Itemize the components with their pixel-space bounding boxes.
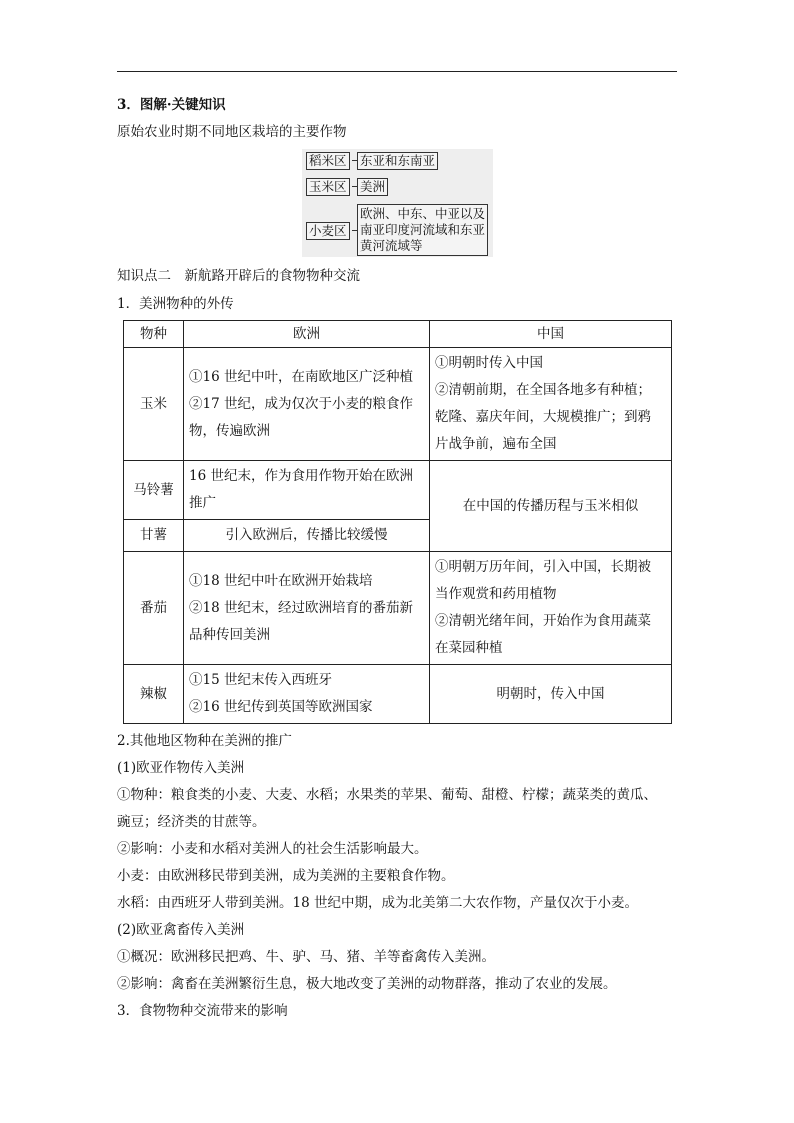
knowledge-point-2: 知识点二 新航路开辟后的食物物种交流 [117, 268, 360, 284]
cell-line: ①明朝万历年间，引入中国，长期被 [435, 559, 651, 575]
diagram-crops-rice: 东亚和东南亚 [357, 152, 438, 170]
header-rule [117, 71, 677, 72]
paragraph: 水稻：由西班牙人带到美洲。18 世纪中期，成为北美第二大农作物，产量仅次于小麦。 [117, 895, 638, 911]
paragraph: ②影响：禽畜在美洲繁衍生息，极大地改变了美洲的动物群落，推动了农业的发展。 [117, 976, 617, 992]
paragraph: (1)欧亚作物传入美洲 [117, 760, 245, 776]
diagram-region-rice: 稻米区 [306, 152, 350, 170]
europe-cell [184, 461, 430, 520]
cell-line: 当作观赏和药用植物 [435, 586, 557, 602]
species-name: 甘薯 [124, 520, 184, 552]
diagram-crops-wheat-line: 南亚印度河流域和东亚 [360, 222, 486, 237]
europe-cell: 引入欧洲后，传播比较缓慢 [184, 520, 430, 552]
paragraph: 豌豆；经济类的甘蔗等。 [117, 814, 266, 830]
diagram-crops-wheat-line: 黄河流域等 [360, 238, 423, 253]
diagram-region-wheat: 小麦区 [306, 222, 350, 240]
cell-line: 在菜园种植 [435, 640, 503, 656]
diagram-crops-corn: 美洲 [357, 178, 388, 196]
cell-line: ②清朝前期，在全国各地多有种植； [435, 382, 651, 398]
paragraph: ①物种：粮食类的小麦、大麦、水稻；水果类的苹果、葡萄、甜橙、柠檬；蔬菜类的黄瓜、 [117, 787, 657, 803]
diagram-crops-wheat-line: 欧洲、中东、中亚以及 [360, 206, 486, 221]
paragraph: ②影响：小麦和水稻对美洲人的社会生活影响最大。 [117, 841, 428, 857]
cell-line: ②16 世纪传到英国等欧洲国家 [189, 699, 373, 715]
diagram-region-corn: 玉米区 [306, 178, 350, 196]
diagram-intro: 原始农业时期不同地区栽培的主要作物 [117, 124, 347, 140]
cell-line: ①15 世纪末传入西班牙 [189, 672, 332, 688]
species-name: 辣椒 [124, 665, 184, 724]
cell-line: 推广 [189, 495, 216, 511]
table-header: 中国 [430, 321, 672, 348]
cell-line: ①明朝时传入中国 [435, 355, 543, 371]
section3-heading: 3．图解·关键知识 [117, 97, 226, 113]
cell-line: ②18 世纪末，经过欧洲培育的番茄新 [189, 599, 413, 616]
sub2-heading: 2.其他地区物种在美洲的推广 [117, 733, 292, 749]
cell-line: 片战争前，遍布全国 [435, 436, 557, 452]
europe-cell [184, 552, 430, 665]
china-cell-shared: 在中国的传播历程与玉米相似 [430, 461, 672, 552]
table-header: 欧洲 [184, 321, 430, 348]
cell-line: 品种传回美洲 [189, 626, 270, 643]
diagram-crops-wheat [357, 204, 488, 256]
american-species-table [123, 320, 672, 724]
china-cell [430, 348, 672, 461]
europe-cell [184, 665, 430, 724]
cell-line: 16 世纪末，作为食用作物开始在欧洲 [189, 468, 413, 484]
sub3-heading: 3．食物物种交流带来的影响 [117, 1003, 288, 1019]
cell-line: ①18 世纪中叶在欧洲开始栽培 [189, 572, 373, 589]
cell-line: 乾隆、嘉庆年间，大规模推广；到鸦 [435, 409, 651, 425]
crop-region-diagram [302, 149, 493, 257]
china-cell: 明朝时，传入中国 [430, 665, 672, 724]
china-cell [430, 552, 672, 665]
europe-cell [184, 348, 430, 461]
table-header: 物种 [124, 321, 184, 348]
table-row [124, 552, 672, 665]
sub1-heading: 1．美洲物种的外传 [117, 296, 234, 312]
table-header-row [124, 321, 672, 348]
table-row [124, 348, 672, 461]
species-name: 番茄 [124, 552, 184, 665]
species-name: 马铃薯 [124, 461, 184, 520]
table-row [124, 461, 672, 520]
paragraph: (2)欧亚禽畜传入美洲 [117, 922, 245, 938]
paragraph: 小麦：由欧洲移民带到美洲，成为美洲的主要粮食作物。 [117, 868, 455, 884]
cell-line: ②清朝光绪年间，开始作为食用蔬菜 [435, 613, 651, 629]
table-row [124, 665, 672, 724]
species-name: 玉米 [124, 348, 184, 461]
paragraph: ①概况：欧洲移民把鸡、牛、驴、马、猪、羊等畜禽传入美洲。 [117, 949, 495, 965]
cell-line: ②17 世纪，成为仅次于小麦的粮食作 [189, 395, 413, 412]
cell-line: 物，传遍欧洲 [189, 422, 270, 439]
cell-line: ①16 世纪中叶，在南欧地区广泛种植 [189, 368, 413, 385]
